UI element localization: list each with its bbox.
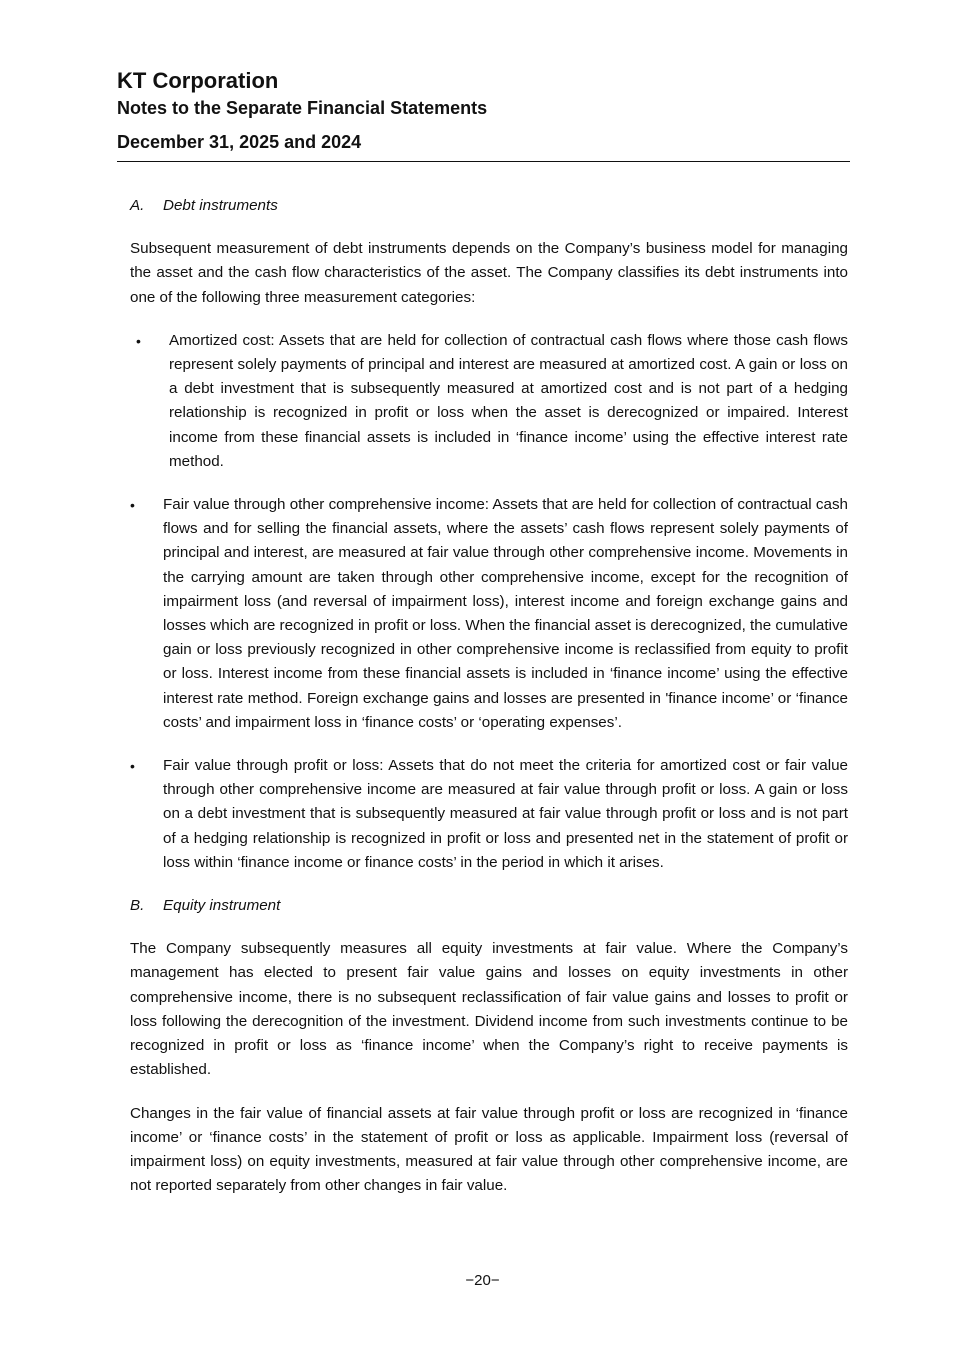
section-b-heading: [130, 894, 848, 918]
bullet-item-fvpl: [130, 754, 848, 875]
section-a-title: Debt instruments: [163, 197, 278, 214]
bullet-text: Amortized cost: Assets that are held for collection of contractual cash flows where those cash flows represent solely payments of principal and interest are measured at amortized cost. A gain or loss on a debt investment that is subsequently measured at amortized cost and is not part of a hedging relationship is recognized in profit or loss when the asset is derecognized or impaired. Interest income from these financial assets is included in ‘finance income’ using the effective interest rate method.: [169, 331, 848, 470]
bullet-icon: •: [130, 497, 135, 514]
section-a-heading: [130, 194, 848, 218]
document-subtitle: Notes to the Separate Financial Statements: [117, 98, 488, 118]
section-b-title: Equity instrument: [163, 897, 281, 915]
header-divider: [117, 161, 850, 162]
document-body: [130, 194, 848, 1198]
page-number: −20−: [465, 1272, 500, 1289]
bullet-text: Fair value through profit or loss: Assets that do not meet the criteria for amortized cost or fair value through other comprehensive income are measured at fair value through profit or loss. A gain or loss on a debt investment that is subsequently measured at fair value through profit or loss and is not part of a hedging relationship is recognized in profit or loss and presented net in the statement of profit or loss within ‘finance income or finance costs’ in the period in which it arises.: [163, 757, 848, 871]
bullet-icon: •: [130, 758, 135, 775]
bullet-item-fvoci: [130, 493, 848, 735]
bullet-item-amortized-cost: [130, 329, 848, 474]
section-b-letter: B.: [130, 897, 145, 915]
company-name: KT Corporation: [117, 68, 279, 93]
section-a-intro: Subsequent measurement of debt instruments depends on the Company’s business model for managing the asset and the cash flow characteristics of the asset. The Company classifies its debt instruments into one of the following three measurement categories:: [130, 240, 848, 306]
bullet-icon: •: [136, 332, 141, 349]
section-a-letter: A.: [130, 197, 145, 214]
section-b-paragraph-2: Changes in the fair value of financial assets at fair value through profit or loss are recognized in ‘finance income’ or ‘finance costs’ in the statement of profit or loss as applicable. Impairment loss (reversal of impairment loss) on equity investments, measured at fair value through other comprehensive income, are not reported separately from other changes in fair value.: [130, 1104, 848, 1195]
reporting-period: December 31, 2025 and 2024: [117, 132, 362, 152]
section-b-paragraph-1: The Company subsequently measures all equity investments at fair value. Where the Company’s management has elected to present fair value gains and losses on equity investments in other comprehensive income, there is no subsequent reclassification of fair value gains and losses to profit or loss following the derecognition of the investment. Dividend income from such investments continue to be recognized in profit or loss as ‘finance income’ when the Company’s right to receive payments is established.: [130, 940, 848, 1079]
bullet-text: Fair value through other comprehensive income: Assets that are held for collection of contractual cash flows and for selling the financial assets, where the assets’ cash flows represent solely payments of principal and interest, are measured at fair value through other comprehensive income. Movements in the carrying amount are taken through other comprehensive income, except for the recognition of impairment loss (and reversal of impairment loss), interest income and foreign exchange gains and losses which are recognized in profit or loss. When the financial asset is derecognized, the cumulative gain or loss previously recognized in other comprehensive income is reclassified from equity to profit or loss. Interest income from these financial assets is included in ‘finance income’ using the effective interest rate method. Foreign exchange gains and losses are presented in 'finance income’ or ‘finance costs’ and impairment loss in ‘finance costs’ or ‘operating expenses’.: [163, 496, 848, 731]
page-header: [117, 66, 850, 154]
